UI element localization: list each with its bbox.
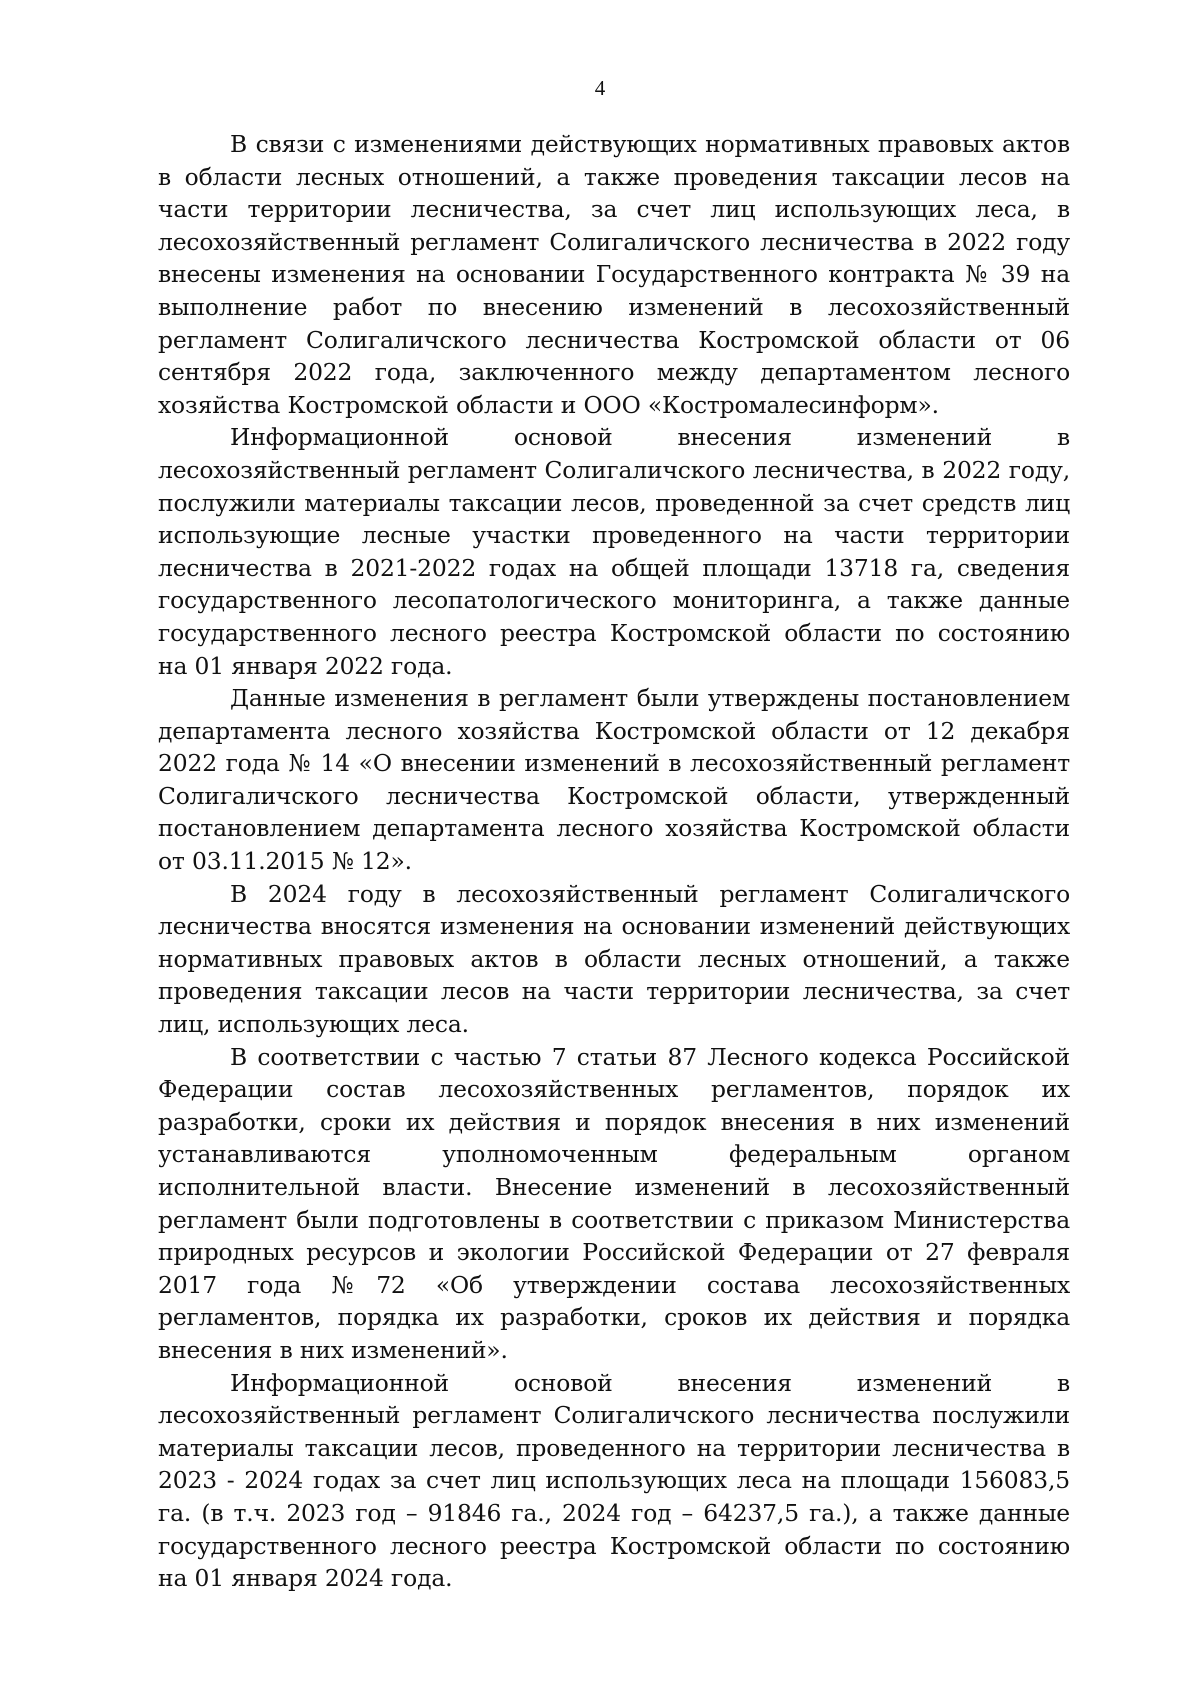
paragraph-2: Информационной основой внесения изменений в лесохозяйственный регламент Солигаличского лесничества, в 2022 году, послужили материалы таксации лесов, проведенной за счет средств лиц использующие лесные участки проведенного на части территории лесничества в 2021-2022 годах на общей площади 13718 га, сведения государственного лесопатологического мониторинга, а также данные государственного лесного реестра Костромской области по состоянию на 01 января 2022 года. xyxy=(158,423,1070,680)
page-number: 4 xyxy=(594,76,606,100)
paragraph-3: Данные изменения в регламент были утверждены постановлением департамента лесного хозяйства Костромской области от 12 декабря 2022 года № 14 «О внесении изменений в лесохозяйственный регламент Солигаличского лесничества Костромской области, утвержденный постановлением департамента лесного хозяйства Костромской области от 03.11.2015 № 12». xyxy=(158,684,1070,876)
paragraph-5: В соответствии с частью 7 статьи 87 Лесного кодекса Российской Федерации состав лесохозяйственных регламентов, порядок их разработки, сроки их действия и порядок внесения в них изменений устанавливаются уполномоченным федеральным органом исполнительной власти. Внесение изменений в лесохозяйственный регламент были подготовлены в соответствии с приказом Министерства природных ресурсов и экологии Российской Федерации от 27 февраля 2017 года №72 «Об утверждении состава лесохозяйственных регламентов, порядка их разработки, сроков их действия и порядка внесения в них изменений». xyxy=(158,1042,1070,1364)
paragraph-1: В связи с изменениями действующих нормативных правовых актов в области лесных отношений, а также проведения таксации лесов на части территории лесничества, за счет лиц использующих леса, в лесохозяйственный регламент Солигаличского лесничества в 2022 году внесены изменения на основании Государственного контракта № 39 на выполнение работ по внесению изменений в лесохозяйственный регламент Солигаличского лесничества Костромской области от 06 сентября 2022 года, заключенного между департаментом лесного хозяйства Костромской области и ООО «Костромалесинформ». xyxy=(158,130,1070,419)
paragraph-6: Информационной основой внесения изменений в лесохозяйственный регламент Солигаличского лесничества послужили материалы таксации лесов, проведенного на территории лесничества в 2023 - 2024 годах за счет лиц использующих леса на площади 156083,5 га. (в т.ч. 2023 год – 91846 га., 2024 год – 64237,5 га.), а также данные государственного лесного реестра Костромской области по состоянию на 01 января 2024 года. xyxy=(158,1368,1070,1593)
paragraph-4: В 2024 году в лесохозяйственный регламент Солигаличского лесничества вносятся изменения на основании изменений действующих нормативных правовых актов в области лесных отношений, а также проведения таксации лесов на части территории лесничества, за счет лиц, использующих леса. xyxy=(158,879,1070,1039)
document-body xyxy=(158,128,1070,1595)
